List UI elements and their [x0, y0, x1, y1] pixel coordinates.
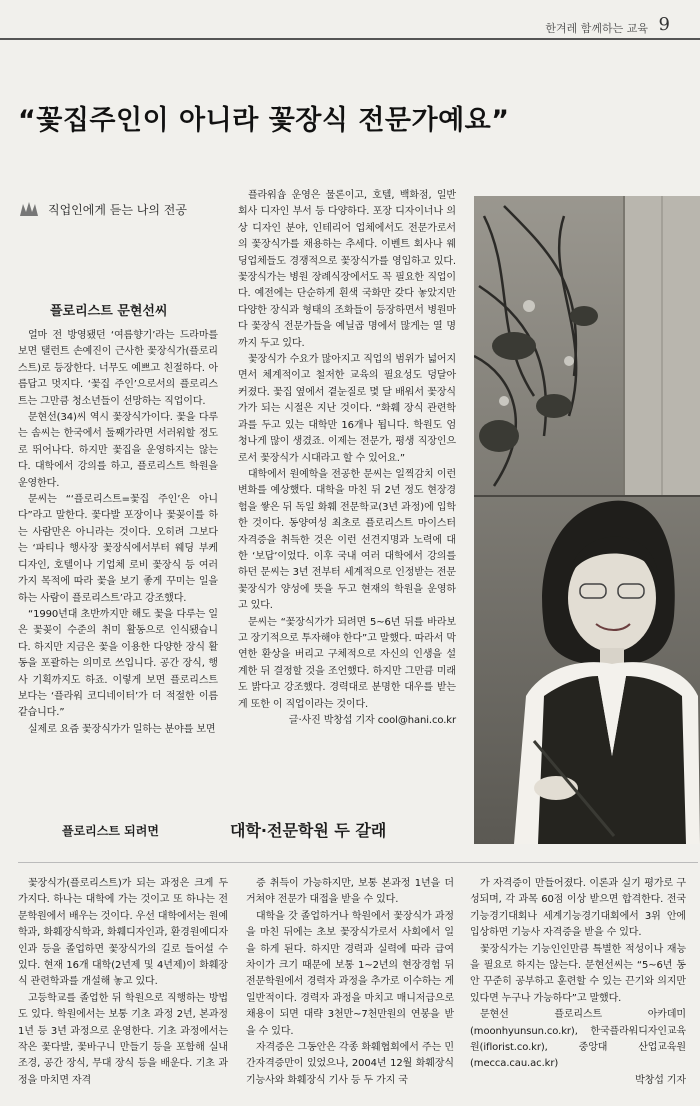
headline: “꽃집주인이 아니라 꽃장식 전문가예요” [18, 105, 510, 136]
paragraph: 실제로 요즘 꽃장식가가 일하는 분야를 보면 [28, 723, 216, 735]
article-column-1 [18, 328, 218, 736]
sidebar-column-1 [18, 876, 228, 1098]
paragraph: 꽃장식가 수요가 많아지고 직업의 범위가 넓어지면서 체계적이고 철저한 교육의 필요성도 덩달아 커졌다. 꽃집 옆에서 곁눈질로 몇 달 배워서 꽃장식가가 되는 시절은 지난 것이다. “화훼 장식 관련학과를 두고 있는 대학만 16개나 됩니다. 학원도 엄청나게 많이 생겼죠. 이제는 전문가, 평생 직장인으로서 꽃장식가 시대라고 할 수 있어요.” [238, 354, 456, 464]
paragraph: 고등학교를 졸업한 뒤 학원으로 직행하는 방법도 있다. 학원에서는 보통 기초 과정 2년, 본과정 1년 등 3년 과정으로 운영한다. 기초 과정에서는 작은 꽃다발, 꽃바구니 만들기 등을 포함해 실내 조경, 공간 장식, 무대 장식 등을 배운다. 기초 과정을 마치면 자격 [18, 992, 228, 1086]
running-head [0, 0, 700, 40]
sidebar-signoff: 박창섭 기자 [635, 1074, 686, 1086]
article-column-2 [238, 188, 456, 748]
series-label-text: 직업인에게 듣는 나의 전공 [48, 202, 187, 217]
paragraph: 문현선(34)씨 역시 꽃장식가이다. 꽃을 다루는 솜씨는 한국에서 둘째가라면 서러워할 정도로 뛰어나다. 하지만 꽃집을 운영하지는 않는다. 대학에서 강의를 하고, 플로리스트 학원을 운영한다. [18, 412, 218, 489]
paragraph: 꽃장식가(플로리스트)가 되는 과정은 크게 두 가지다. 하나는 대학에 가는 것이고 또 하나는 전문학원에서 배우는 것이다. 우선 대학에서는 원예학과, 화훼장식학과, 화훼디자인과, 환경원예디자인과 등을 졸업하면 꽃장식가의 길로 들어설 수 있다. 현재 16개 대학(2년제 및 4년제)이 화훼장식 관련학과를 개설해 놓고 있다. [18, 878, 228, 988]
sidebar-kicker: 플로리스트 되려면 [62, 824, 159, 838]
photo-credit: 글·사진 박창섭 기자 cool@hani.co.kr [288, 715, 456, 726]
paragraph: “1990년대 초반까지만 해도 꽃을 다루는 일은 꽃꽂이 수준의 취미 활동으로 인식됐습니다. 하지만 지금은 꽃을 이용한 다양한 장식 활동을 포괄하는 의미로 쓰입니다. 공간 장식, 행사 기획까지도 하죠. 이렇게 보면 플로리스트보다는 ‘플라워 코디네이터’가 더 적절한 이름 같습니다.” [18, 608, 218, 719]
paragraph: 꽃장식가는 기능인인만큼 특별한 적성이나 재능을 필요로 하지는 않는다. 문현선씨는 “5~6년 동안 꾸준히 공부하고 훈련할 수 있는 끈기와 의지만 있다면 누구나 가능하다”고 말했다. [470, 943, 686, 1004]
florist-photo-illustration [474, 196, 700, 844]
series-label [18, 198, 228, 220]
paragraph: 가 자격증이 만들어졌다. 이론과 실기 평가로 구성되며, 각 과목 60점 이상 받으면 합격한다. 전국기능경기대회나 세계기능경기대회에서 3위 안에 입상하면 기능사 자격증을 받을 수 있다. [470, 878, 686, 939]
sidebar-heading [0, 818, 470, 840]
page-number: 9 [658, 14, 670, 35]
sidebar-column-3 [470, 876, 686, 1098]
paragraph: 대학에서 원예학을 전공한 문씨는 일찍감치 이런 변화를 예상했다. 대학을 마친 뒤 2년 정도 현장경험을 쌓은 뒤 독일 화훼 전문학교(3년 과정)에 입학한 것이다. 동양여성 최초로 플로리스트 마이스터 자격증을 취득한 것은 이런 선견지명과 노력에 대한 ‘보답’이었다. 이후 국내 여러 대학에서 강의를 하던 문씨는 3년 전부터 세계적으로 인정받는 전문 꽃장식가 양성에 뜻을 두고 현재의 학원을 운영하고 있다. [238, 468, 456, 612]
byline: 플로리스트 문현선씨 [50, 304, 168, 319]
section-name: 한겨레 함께하는 교육 [545, 22, 648, 35]
sidebar-column-2 [246, 876, 454, 1098]
section-divider [18, 862, 698, 863]
flower-icon [18, 200, 40, 218]
paragraph: 문현선 플로리스트 아카데미(moonhyunsun.co.kr), 한국플라워디자인교육원(iflorist.co.kr), 중앙대 산업교육원(mecca.cau.ac.kr) [470, 1009, 686, 1070]
paragraph: 자격증은 그동안은 각종 화훼협회에서 주는 민간자격증만이 있었으나, 2004년 12월 화훼장식 기능사와 화훼장식 기사 등 두 가지 국 [246, 1042, 454, 1086]
sidebar-title: 대학·전문학원 두 갈래 [230, 821, 387, 840]
paragraph: 대학을 갓 졸업하거나 학원에서 꽃장식가 과정을 마친 뒤에는 초보 꽃장식가로서 사회에서 일을 하게 된다. 하지만 경력과 실력에 따라 급여 차이가 크기 때문에 보통 1~2년의 현장경험 뒤 전문학원에서 경력자 과정을 추가로 이수하는 게 일반적이다. 경력자 과정을 마치고 매니저급으로 채용이 되면 대략 3천만~7천만원의 연봉을 받을 수 있다. [246, 910, 454, 1037]
paragraph: 문씨는 “꽃장식가가 되려면 5~6년 뒤를 바라보고 장기적으로 투자해야 한다”고 말했다. 따라서 막연한 환상을 버리고 구체적으로 자신의 인생을 설계한 뒤 결정할 것을 조언했다. 하지만 그만큼 미래도 밝다고 강조했다. 경력대로 분명한 대우를 받는 게 또한 이 직업이라는 것이다. [238, 616, 456, 710]
paragraph: 증 취득이 가능하지만, 보통 본과정 1년을 더 거쳐야 전문가 대접을 받을 수 있다. [246, 878, 454, 906]
paragraph: 얼마 전 방영됐던 ‘여름향기’라는 드라마를 보면 탤런트 손예진이 근사한 꽃장식가(플로리스트)로 등장한다. 너무도 예쁘고 친절하다. 아름답고 멋지다. ‘꽃집 주인’으로서의 플로리스트는 그만큼 청소년들이 선망하는 직업이다. [18, 330, 218, 407]
paragraph: 플라워숍 운영은 물론이고, 호텔, 백화점, 일반 회사 디자인 부서 등 다양하다. 포장 디자이너나 의상 디자인 분야, 인테리어 업체에서도 전문가로서의 꽃장식가를 채용하는 추세다. 이벤트 회사나 웨딩업체들도 경쟁적으로 꽃장식가를 영입하고 있다. 꽃장식가는 병원 장례식장에서도 꼭 필요한 직업이다. 예전에는 단순하게 흰색 국화만 갖다 놓았지만 다양한 장식과 형태의 조화들이 등장하면서 병원마다 꽃장식 전문가들을 예닐곱 명에서 많게는 열 명까지 두고 있다. [238, 190, 456, 349]
portrait-photo [474, 196, 700, 844]
paragraph: 문씨는 “‘플로리스트=꽃집 주인’은 아니다”라고 말한다. 꽃다발 포장이나 꽃꽂이를 하는 사람만은 아니라는 것이다. 오히려 그보다는 ‘파티나 행사장 꽃장식에서부터 웨딩 부케 디자인, 호텔이나 기업체 로비 꽃장식 등 여러 가지 목적에 따라 꽃을 보기 좋게 꾸미는 일을 하는 사람이 플로리스트’라고 강조했다. [18, 494, 218, 604]
